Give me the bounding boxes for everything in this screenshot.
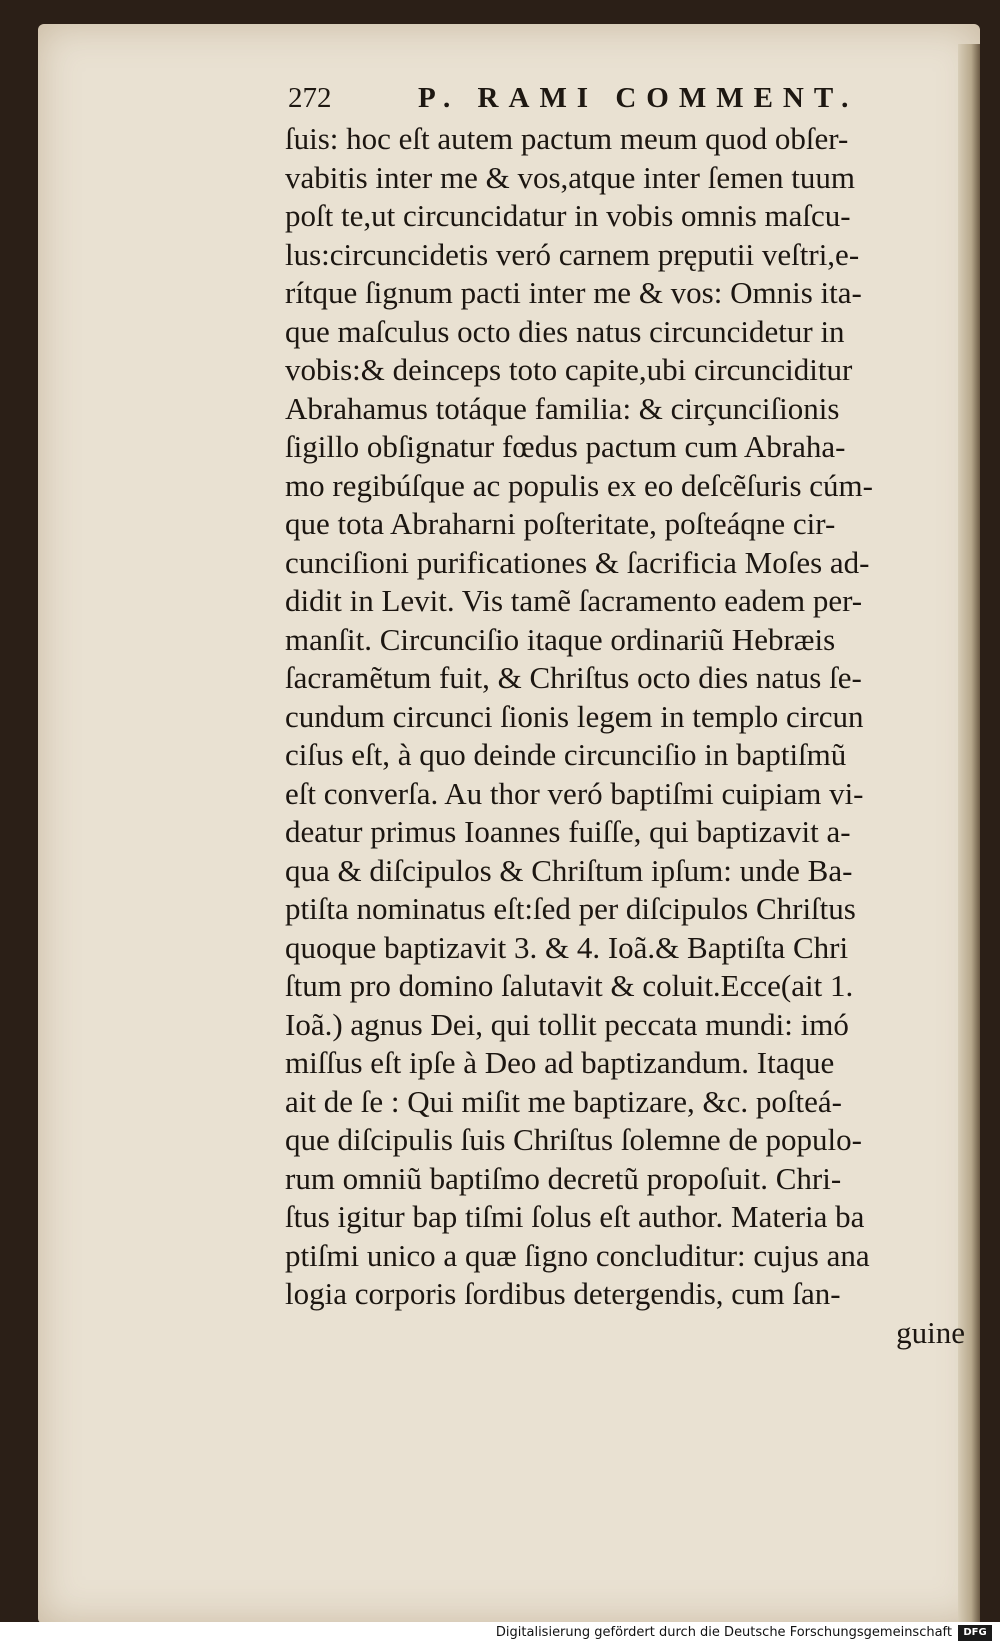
text-line: deatur primus Ioannes fuiſſe, qui baptizavit a- bbox=[285, 814, 851, 849]
body-text bbox=[285, 120, 975, 1350]
text-line: rum omniũ baptiſmo decretũ propoſuit. Chri- bbox=[285, 1160, 842, 1196]
text-line: mo regibúſque ac populis ex eo deſcẽſuris cúm- bbox=[285, 467, 873, 503]
catchword: guine bbox=[896, 1314, 965, 1350]
text-line: ait de ſe : Qui miſit me baptizare, &c. poſteá- bbox=[285, 1083, 842, 1119]
text-line: Ioã.) agnus Dei, qui tollit peccata mundi: imó bbox=[285, 1006, 849, 1042]
text-line: ſigillo obſignatur fœdus pactum cum Abraha- bbox=[285, 429, 846, 464]
text-line: manſit. Circunciſio itaque ordinariũ Hebræis bbox=[285, 621, 836, 657]
text-line: poſt te,ut circuncidatur in vobis omnis maſcu- bbox=[285, 198, 851, 233]
text-line: rítque ſignum pacti inter me & vos: Omnis ita- bbox=[285, 275, 862, 310]
text-line: quoque baptizavit 3. & 4. Ioã.& Baptiſta Chri bbox=[285, 929, 849, 965]
text-line: ptiſmi unico a quæ ſigno concluditur: cujus ana bbox=[285, 1237, 870, 1273]
text-line: eſt converſa. Au thor veró baptiſmi cuipiam vi- bbox=[285, 775, 864, 811]
text-line: ſuis: hoc eſt autem pactum meum quod obſer- bbox=[285, 121, 849, 156]
text-line: Abrahamus totáque familia: & cirçunciſionis bbox=[285, 390, 840, 426]
text-line: qua & diſcipulos & Chriſtum ipſum: unde Ba- bbox=[285, 852, 853, 888]
text-line: logia corporis ſordibus detergendis, cum ſan- bbox=[285, 1276, 841, 1311]
funding-credit: Digitalisierung gefördert durch die Deutsche Forschungsgemeinschaft bbox=[495, 1625, 952, 1640]
text-line: ciſus eſt, à quo deinde circunciſio in baptiſmũ bbox=[285, 737, 847, 772]
text-line: que tota Abraharni poſteritate, poſteáqne cir- bbox=[285, 506, 836, 541]
page-number: 272 bbox=[288, 82, 332, 114]
text-line: ſtus igitur bap tiſmi ſolus eſt author. Materia ba bbox=[285, 1199, 865, 1234]
text-line: lus:circuncidetis veró carnem pręputii veſtri,e- bbox=[285, 236, 860, 272]
page-header bbox=[288, 82, 888, 122]
text-line: ſacramẽtum fuit, & Chriſtus octo dies natus ſe- bbox=[285, 660, 862, 695]
text-line: vobis:& deinceps toto capite,ubi circunciditur bbox=[285, 352, 853, 387]
text-line: vabitis inter me & vos,atque inter ſemen tuum bbox=[285, 159, 855, 195]
text-line: ſtum pro domino ſalutavit & coluit.Ecce(ait 1. bbox=[285, 968, 854, 1003]
text-line: que maſculus octo dies natus circuncidetur in bbox=[285, 313, 845, 349]
text-line: cunciſioni purificationes & ſacrificia Moſes ad- bbox=[285, 544, 870, 580]
text-line: que diſcipulis ſuis Chriſtus ſolemne de populo- bbox=[285, 1122, 862, 1157]
digitization-footer bbox=[0, 1622, 1000, 1644]
running-head: P. RAMI COMMENT. bbox=[418, 82, 859, 114]
text-line: didit in Levit. Vis tamẽ ſacramento eadem per- bbox=[285, 583, 863, 618]
dfg-logo: DFG bbox=[958, 1625, 992, 1641]
text-line: miſſus eſt ipſe à Deo ad baptizandum. Itaque bbox=[285, 1045, 835, 1080]
text-line: ptiſta nominatus eſt:ſed per diſcipulos Chriſtus bbox=[285, 891, 856, 926]
text-line: cundum circunci ſionis legem in templo circun bbox=[285, 698, 864, 734]
